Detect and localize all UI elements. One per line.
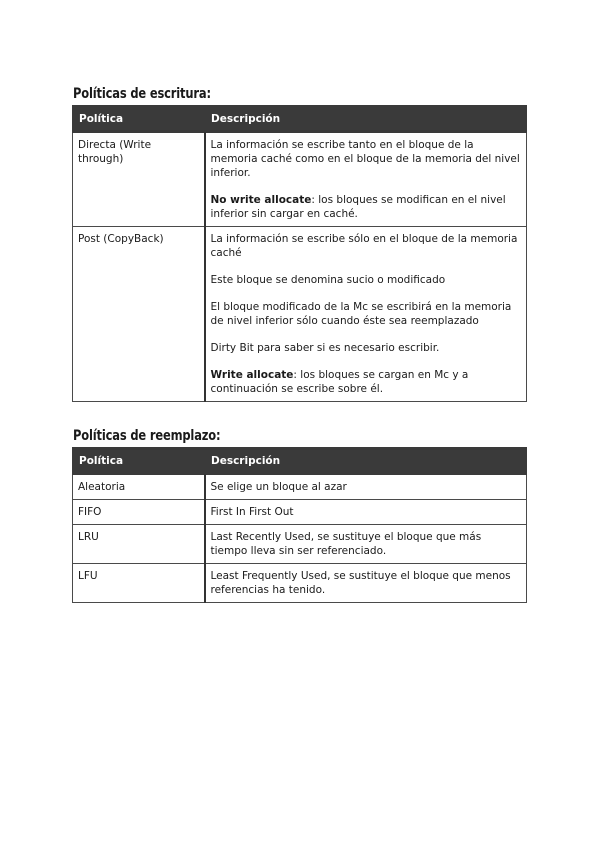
description-text: La información se escribe sólo en el bloque de la memoria caché xyxy=(210,233,518,259)
allocate-note-text: : los bloques se cargan en Mc y a continuación se escribe sobre él. xyxy=(210,369,469,395)
allocate-note xyxy=(211,368,522,396)
description-cell xyxy=(205,227,527,402)
table-row xyxy=(73,475,527,500)
allocate-note-bold: Write allocate xyxy=(210,369,294,381)
description-cell: First In First Out xyxy=(205,500,527,525)
write-policies-table xyxy=(72,105,527,402)
description-cell xyxy=(205,133,527,227)
table-row xyxy=(73,133,527,227)
replacement-policies-table xyxy=(72,447,527,603)
description-text: La información se escribe tanto en el bloque de la memoria caché como en el bloque de la memoria del nivel inferior. xyxy=(210,139,520,179)
table-header-row xyxy=(73,106,527,133)
description-cell: Last Recently Used, se sustituye el bloque que más tiempo lleva sin ser referenciado. xyxy=(205,525,527,564)
description-text: Dirty Bit para saber si es necesario escribir. xyxy=(210,342,440,354)
description-text: El bloque modificado de la Mc se escribirá en la memoria de nivel inferior sólo cuando éste sea reemplazado xyxy=(210,301,512,327)
description-text: Este bloque se denomina sucio o modificado xyxy=(210,274,446,286)
write-policies-title: Políticas de escritura: xyxy=(73,86,211,102)
table-header-row xyxy=(73,448,527,475)
policy-cell: LFU xyxy=(73,564,205,603)
header-description: Descripción xyxy=(205,448,527,475)
header-policy: Política xyxy=(73,106,205,133)
description-cell: Least Frequently Used, se sustituye el bloque que menos referencias ha tenido. xyxy=(205,564,527,603)
policy-cell: LRU xyxy=(73,525,205,564)
description-cell: Se elige un bloque al azar xyxy=(205,475,527,500)
policy-cell: Aleatoria xyxy=(73,475,205,500)
policy-cell: Post (CopyBack) xyxy=(73,227,205,402)
allocate-note-text: : los bloques se modifican en el nivel inferior sin cargar en caché. xyxy=(210,194,506,220)
policy-cell: Directa (Write through) xyxy=(73,133,205,227)
header-description: Descripción xyxy=(205,106,527,133)
table-row xyxy=(73,525,527,564)
replacement-policies-title: Políticas de reemplazo: xyxy=(73,428,221,444)
allocate-note xyxy=(211,193,522,221)
header-policy: Política xyxy=(73,448,205,475)
table-row xyxy=(73,564,527,603)
table-row xyxy=(73,500,527,525)
allocate-note-bold: No write allocate xyxy=(210,194,312,206)
table-row xyxy=(73,227,527,402)
policy-cell: FIFO xyxy=(73,500,205,525)
